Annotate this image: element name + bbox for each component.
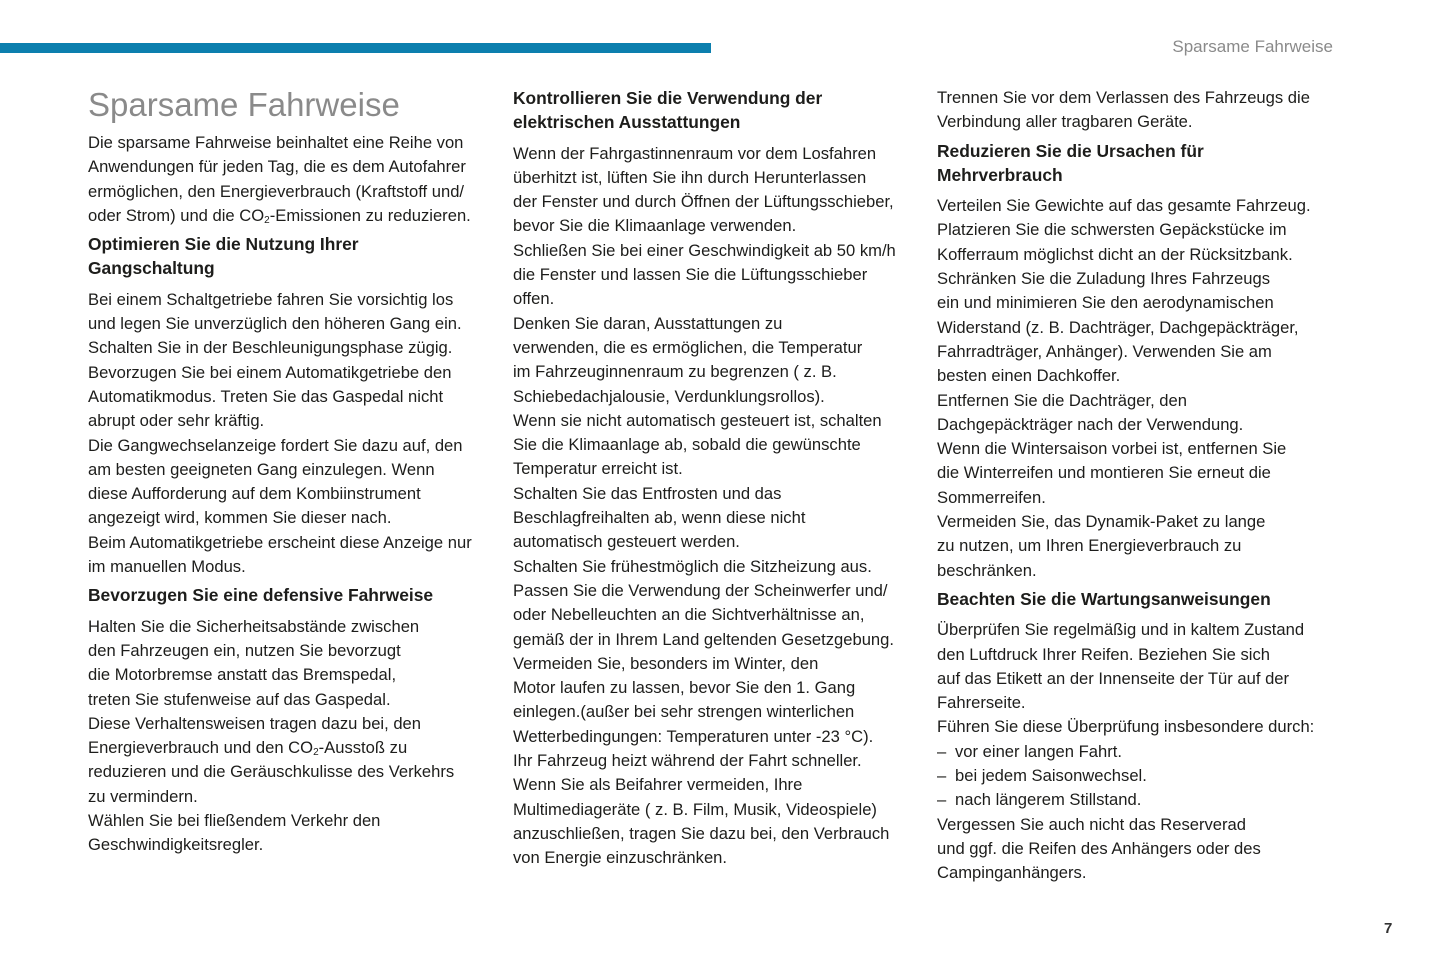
text-line: bevor Sie die Klimaanlage verwenden. (513, 216, 797, 236)
text-line: am besten geeigneten Gang einzulegen. Wenn (88, 459, 435, 479)
text-line: der Fenster und durch Öffnen der Lüftungsschieber, (513, 192, 894, 212)
text-line: überhitzt ist, lüften Sie ihn durch Herunterlassen (513, 167, 867, 187)
gangschaltung-paragraph (88, 288, 498, 580)
text-line: Motor laufen zu lassen, bevor Sie den 1. Gang (513, 678, 856, 698)
text-line: im manuellen Modus. (88, 557, 246, 577)
heading-elektrische-ausstattungen: Kontrollieren Sie die Verwendung der elektrischen Ausstattungen (513, 88, 823, 133)
text-line: Entfernen Sie die Dachträger, den (937, 390, 1187, 410)
text-line: Schließen Sie bei einer Geschwindigkeit ab 50 km/h (513, 240, 896, 260)
text-line: Fahrradträger, Anhänger). Verwenden Sie am (937, 341, 1272, 361)
text-line: Die sparsame Fahrweise beinhaltet eine Reihe von (88, 133, 464, 152)
text-line: Sommerreifen. (937, 487, 1046, 507)
text-line: Diese Verhaltensweisen tragen dazu bei, den (88, 713, 422, 733)
dash-bullet: – (937, 790, 947, 810)
column-3 (937, 86, 1347, 890)
list-item: – vor einer langen Fahrt. (937, 740, 1347, 764)
text-line: und legen Sie unverzüglich den höheren Gang ein. (88, 314, 462, 334)
header-accent-bar (0, 43, 711, 53)
dash-bullet: – (937, 741, 947, 761)
defensive-paragraph (88, 615, 498, 858)
text-line: Vermeiden Sie, besonders im Winter, den (513, 653, 819, 673)
subscript: 2 (313, 747, 319, 759)
text-line: Verbindung aller tragbaren Geräte. (937, 112, 1193, 132)
text-line: abrupt oder sehr kräftig. (88, 411, 265, 431)
heading-gangschaltung: Optimieren Sie die Nutzung Ihrer Gangschaltung (88, 234, 359, 279)
text-line: Wenn Sie als Beifahrer vermeiden, Ihre (513, 775, 803, 795)
text-line: die Winterreifen und montieren Sie erneut die (937, 463, 1271, 483)
text-line: oder Strom) und die $CO_2$-Emissionen zu reduzieren. (88, 205, 471, 226)
text-line: zu nutzen, um Ihren Energieverbrauch zu (937, 536, 1242, 556)
text-line: Automatikmodus. Treten Sie das Gaspedal nicht (88, 386, 444, 406)
text-line: Wenn die Wintersaison vorbei ist, entfernen Sie (937, 439, 1287, 459)
text-line: Campinganhängers. (937, 863, 1087, 883)
text-line: Wetterbedingungen: Temperaturen unter -23 °C). (513, 726, 874, 746)
text-line: Temperatur erreicht ist. (513, 459, 683, 479)
text-line: Bei einem Schaltgetriebe fahren Sie vorsichtig los (88, 289, 454, 309)
text-line: ein und minimieren Sie den aerodynamischen (937, 293, 1274, 313)
list-item: – nach längerem Stillstand. (937, 788, 1347, 812)
text-line: Halten Sie die Sicherheitsabstände zwischen (88, 616, 420, 636)
text-line: Schalten Sie frühestmöglich die Sitzheizung aus. (513, 556, 872, 576)
text-line: einlegen.(außer bei sehr strengen winterlichen (513, 702, 855, 722)
text-line: Geschwindigkeitsregler. (88, 835, 264, 855)
text-line: Denken Sie daran, Ausstattungen zu (513, 313, 783, 333)
text-line: Kofferraum möglichst dicht an der Rücksitzbank. (937, 244, 1293, 264)
text-line: Bevorzugen Sie bei einem Automatikgetriebe den (88, 362, 452, 382)
text-line: Verteilen Sie Gewichte auf das gesamte Fahrzeug. (937, 196, 1311, 216)
page-title: Sparsame Fahrweise (88, 86, 400, 123)
column-1 (88, 86, 498, 862)
subscript: 2 (264, 214, 270, 226)
text-line: angezeigt wird, kommen Sie dieser nach. (88, 508, 392, 528)
text-line: Platzieren Sie die schwersten Gepäckstücke im (937, 220, 1287, 240)
elektrik-paragraph (513, 142, 923, 871)
text-line: Überprüfen Sie regelmäßig und in kaltem Zustand (937, 620, 1305, 640)
text-line: Ihr Fahrzeug heizt während der Fahrt schneller. (513, 751, 862, 771)
text-line: Schiebedachjalousie, Verdunklungsrollos). (513, 386, 825, 406)
running-header: Sparsame Fahrweise (1172, 37, 1333, 56)
text-line: die Fenster und lassen Sie die Lüftungsschieber (513, 265, 868, 285)
wartung-paragraph (937, 618, 1347, 885)
text-line: den Luftdruck Ihrer Reifen. Beziehen Sie sich (937, 644, 1270, 664)
text-line: verwenden, die es ermöglichen, die Temperatur (513, 337, 863, 357)
text-line: Wenn der Fahrgastinnenraum vor dem Losfahren (513, 143, 877, 163)
intro-paragraph (88, 131, 498, 228)
text-line: Wählen Sie bei fließendem Verkehr den (88, 811, 381, 831)
text-line: Schalten Sie das Entfrosten und das (513, 483, 782, 503)
mehrverbrauch-paragraph (937, 194, 1347, 583)
text-line: die Motorbremse anstatt das Bremspedal, (88, 665, 397, 685)
text-line: anzuschließen, tragen Sie dazu bei, den Verbrauch (513, 823, 890, 843)
list-item: – bei jedem Saisonwechsel. (937, 764, 1347, 788)
text-line: Widerstand (z. B. Dachträger, Dachgepäckträger, (937, 317, 1299, 337)
text-line: Sie die Klimaanlage ab, sobald die gewünschte (513, 435, 861, 455)
text-line: Beim Automatikgetriebe erscheint diese Anzeige nur (88, 532, 472, 552)
text-line: Schränken Sie die Zuladung Ihres Fahrzeugs (937, 269, 1270, 289)
text-line: besten einen Dachkoffer. (937, 366, 1121, 386)
text-line: Wenn sie nicht automatisch gesteuert ist, schalten (513, 410, 882, 430)
text-line: Die Gangwechselanzeige fordert Sie dazu auf, den (88, 435, 463, 455)
column-2 (513, 86, 923, 875)
dash-bullet: – (937, 766, 947, 786)
text-line: diese Aufforderung auf dem Kombiinstrument (88, 484, 421, 504)
text-line: Fahrerseite. (937, 693, 1026, 713)
text-line: zu vermindern. (88, 786, 198, 806)
text-line: Führen Sie diese Überprüfung insbesondere durch: (937, 717, 1315, 737)
text-line: gemäß der in Ihrem Land geltenden Gesetzgebung. (513, 629, 894, 649)
text-line: Anwendungen für jeden Tag, die es dem Autofahrer (88, 157, 466, 177)
heading-wartungsanweisungen: Beachten Sie die Wartungsanweisungen (937, 588, 1271, 609)
text-line: automatisch gesteuert werden. (513, 532, 740, 552)
heading-mehrverbrauch: Reduzieren Sie die Ursachen für Mehrverbrauch (937, 140, 1204, 185)
text-line: treten Sie stufenweise auf das Gaspedal. (88, 689, 391, 709)
text-line: Passen Sie die Verwendung der Scheinwerfer und/ (513, 580, 888, 600)
text-line: Schalten Sie in der Beschleunigungsphase zügig. (88, 338, 453, 358)
text-line: Beschlagfreihalten ab, wenn diese nicht (513, 508, 806, 528)
text-line: Vergessen Sie auch nicht das Reserverad (937, 814, 1247, 834)
text-line: ermöglichen, den Energieverbrauch (Kraftstoff und/ (88, 181, 465, 201)
text-line: im Fahrzeuginnenraum zu begrenzen ( z. B. (513, 362, 837, 382)
text-line: Vermeiden Sie, das Dynamik-Paket zu lange (937, 512, 1266, 532)
text-line: Multimediageräte ( z. B. Film, Musik, Videospiele) (513, 799, 877, 819)
text-line: beschränken. (937, 560, 1037, 580)
text-line: reduzieren und die Geräuschkulisse des Verkehrs (88, 762, 455, 782)
text-line: von Energie einzuschränken. (513, 848, 728, 868)
page-number: 7 (1384, 920, 1393, 937)
heading-defensive-fahrweise: Bevorzugen Sie eine defensive Fahrweise (88, 585, 434, 606)
text-line: auf das Etikett an der Innenseite der Tür auf der (937, 668, 1290, 688)
text-line: Trennen Sie vor dem Verlassen des Fahrzeugs die (937, 88, 1310, 107)
text-line: Energieverbrauch und den $CO_2$-Ausstoß zu (88, 738, 408, 759)
text-line: und ggf. die Reifen des Anhängers oder des (937, 838, 1261, 858)
text-line: oder Nebelleuchten an die Sichtverhältnisse an, (513, 605, 865, 625)
text-line: offen. (513, 289, 555, 309)
text-line: Dachgepäckträger nach der Verwendung. (937, 414, 1244, 434)
trennen-paragraph (937, 86, 1347, 135)
text-line: den Fahrzeugen ein, nutzen Sie bevorzugt (88, 640, 401, 660)
